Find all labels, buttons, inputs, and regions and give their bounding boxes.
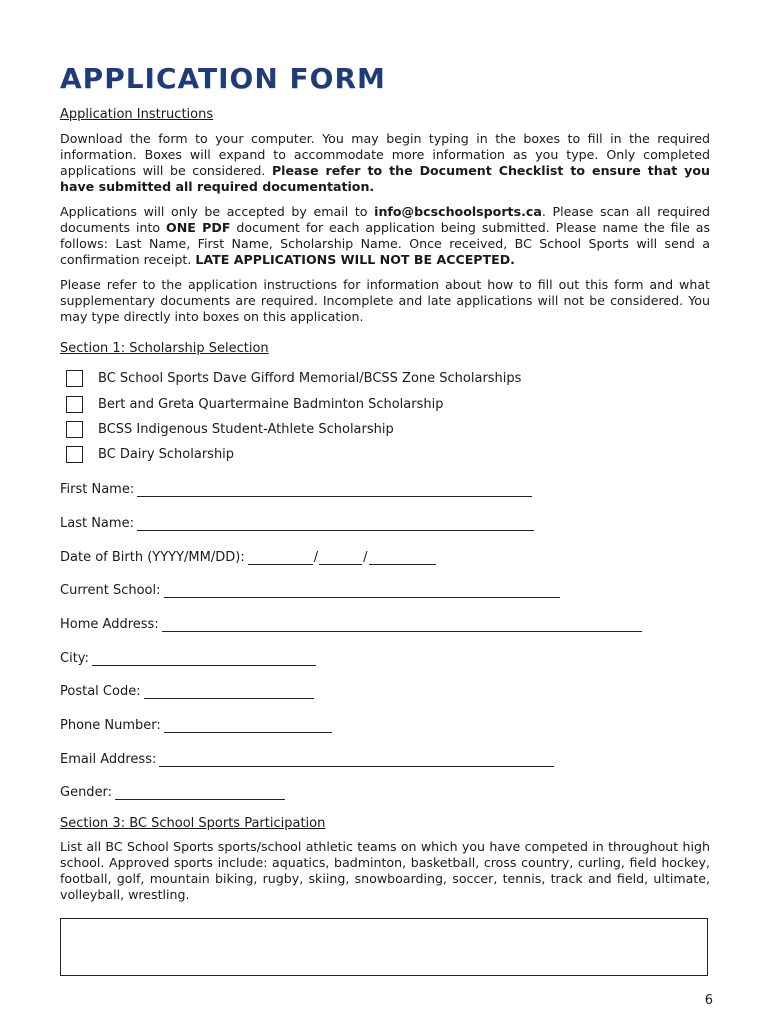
page-title: APPLICATION FORM <box>60 62 386 95</box>
postal-code-field <box>60 681 314 699</box>
gender-field <box>60 782 285 800</box>
current-school-field <box>60 580 560 598</box>
instructions-paragraph-1 <box>60 131 710 195</box>
date-separator: / <box>363 550 368 565</box>
sports-participation-textbox[interactable] <box>60 918 708 976</box>
instructions-heading: Application Instructions <box>60 107 214 122</box>
late-applications-warning: LATE APPLICATIONS WILL NOT BE ACCEPTED. <box>195 252 515 267</box>
checkbox[interactable] <box>66 421 83 438</box>
dob-month-input[interactable] <box>319 551 362 565</box>
scholarship-option-3[interactable] <box>66 419 394 439</box>
phone-number-field <box>60 715 332 733</box>
checkbox[interactable] <box>66 446 83 463</box>
section3-description: List all BC School Sports sports/school athletic teams on which you have competed in throughout high school. Approved sports include: aquatics, badminton, basketball, cross country, curling, field hockey, football, golf, mountain biking, rugby, skiing, snowboarding, soccer, tennis, track and field, ultimate, volleyball, wrestling. <box>60 839 710 902</box>
date-of-birth-label: Date of Birth (YYYY/MM/DD): <box>60 550 245 565</box>
instructions-p2-text-c: document for each application being submitted. Please name the file as follows: Last Name, First Name, Scholarship Name. Once received, BC School Sports will send a confirmation receipt. <box>60 220 710 267</box>
dob-year-input[interactable] <box>248 551 313 565</box>
section3-heading: Section 3: BC School Sports Participation <box>60 816 326 831</box>
instructions-p2-text-a: Applications will only be accepted by email to <box>60 204 375 219</box>
email-address-input[interactable] <box>159 753 554 767</box>
date-of-birth-field <box>60 547 436 565</box>
first-name-label: First Name: <box>60 482 135 497</box>
postal-code-label: Postal Code: <box>60 684 141 699</box>
first-name-field <box>60 479 532 497</box>
last-name-input[interactable] <box>137 517 534 531</box>
instructions-p1-bold: Please refer to the Document Checklist to ensure that you have submitted all required documentation. <box>60 163 710 194</box>
home-address-field <box>60 614 642 632</box>
postal-code-input[interactable] <box>144 685 314 699</box>
checkbox[interactable] <box>66 370 83 387</box>
current-school-label: Current School: <box>60 583 161 598</box>
phone-number-label: Phone Number: <box>60 718 161 733</box>
gender-label: Gender: <box>60 785 113 800</box>
city-input[interactable] <box>92 652 316 666</box>
home-address-input[interactable] <box>162 618 642 632</box>
contact-email: info@bcschoolsports.ca <box>374 204 542 219</box>
scholarship-option-label: BC School Sports Dave Gifford Memorial/BCSS Zone Scholarships <box>98 370 522 386</box>
dob-day-input[interactable] <box>369 551 436 565</box>
page-number: 6 <box>704 993 713 1008</box>
email-address-field <box>60 749 554 767</box>
scholarship-option-label: Bert and Greta Quartermaine Badminton Scholarship <box>98 396 444 412</box>
date-separator: / <box>313 550 319 565</box>
last-name-field <box>60 513 534 531</box>
city-label: City: <box>60 651 89 666</box>
instructions-p2-text-b: . Please scan all required documents into <box>60 204 710 235</box>
gender-input[interactable] <box>115 786 285 800</box>
city-field <box>60 648 316 666</box>
phone-number-input[interactable] <box>164 719 332 733</box>
home-address-label: Home Address: <box>60 617 159 632</box>
scholarship-option-4[interactable] <box>66 444 234 464</box>
one-pdf-emphasis: ONE PDF <box>166 220 231 235</box>
instructions-paragraph-3: Please refer to the application instructions for information about how to fill out this form and what supplementary documents are required. Incomplete and late applications will not be considered. You may type directly into boxes on this application. <box>60 277 710 324</box>
instructions-p1-text: Download the form to your computer. You may begin typing in the boxes to fill in the required information. Boxes will expand to accommodate more information as you type. Only completed applications will be considered. <box>60 131 710 178</box>
scholarship-option-1[interactable] <box>66 368 521 388</box>
scholarship-option-2[interactable] <box>66 394 443 414</box>
first-name-input[interactable] <box>137 483 532 497</box>
email-address-label: Email Address: <box>60 752 157 767</box>
checkbox[interactable] <box>66 396 83 413</box>
last-name-label: Last Name: <box>60 516 134 531</box>
section1-heading: Section 1: Scholarship Selection <box>60 341 269 356</box>
instructions-paragraph-2 <box>60 204 710 268</box>
scholarship-option-label: BCSS Indigenous Student-Athlete Scholarship <box>98 421 394 437</box>
current-school-input[interactable] <box>164 584 560 598</box>
scholarship-option-label: BC Dairy Scholarship <box>98 446 235 462</box>
